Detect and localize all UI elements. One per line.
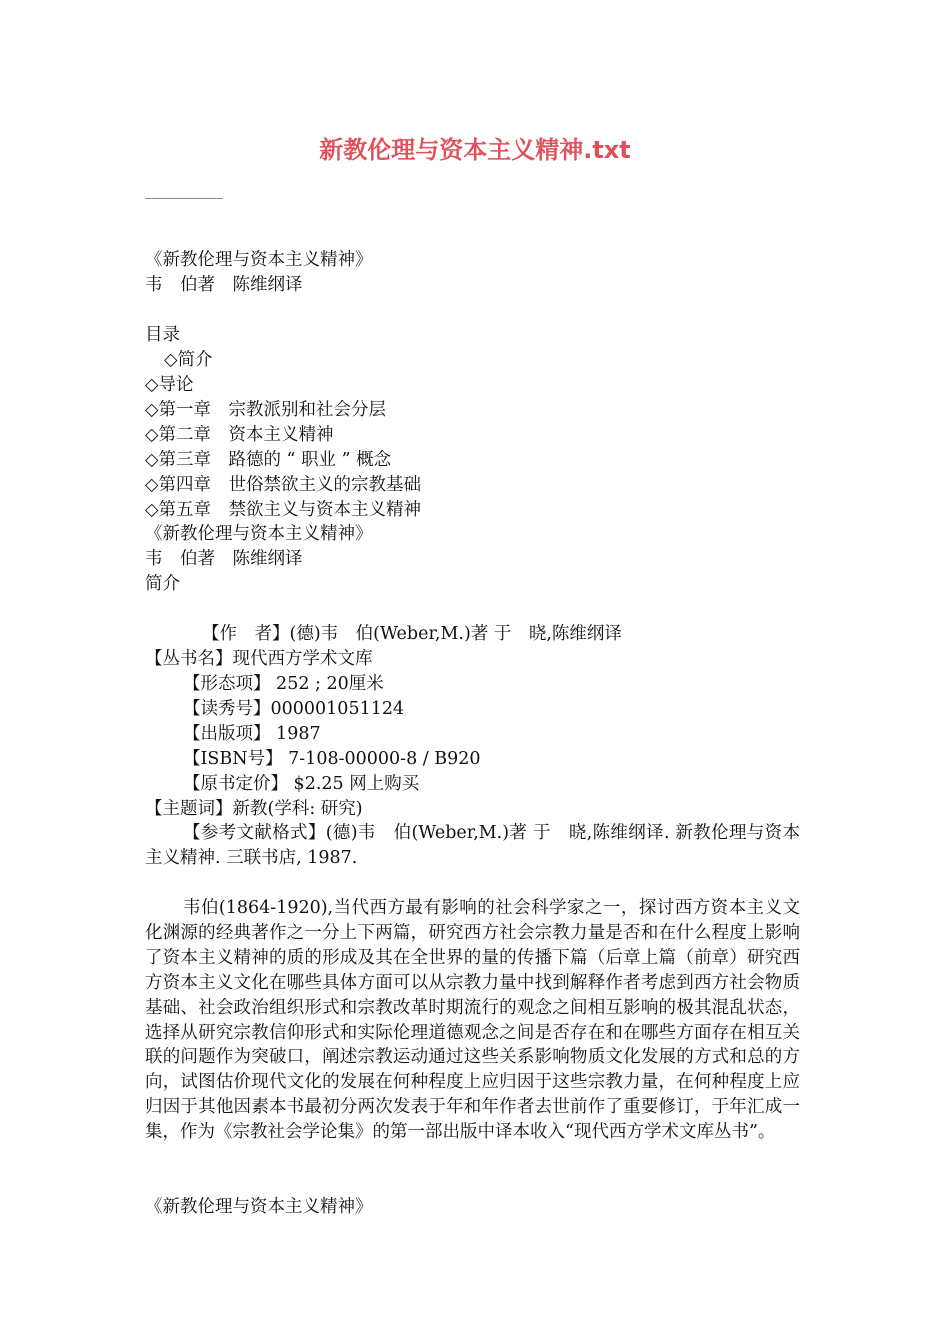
book-title-repeat: 《新教伦理与资本主义精神》 — [145, 524, 373, 544]
meta-subject: 【主题词】新教(学科: 研究) — [145, 799, 363, 819]
toc-item-chapter-3: ◇第三章 路德的 “ 职业 ” 概念 — [145, 450, 392, 470]
toc-item-chapter-1: ◇第一章 宗教派别和社会分层 — [145, 400, 386, 420]
toc-item-chapter-4: ◇第四章 世俗禁欲主义的宗教基础 — [145, 475, 421, 495]
footer-book-title: 《新教伦理与资本主义精神》 — [145, 1197, 373, 1217]
meta-series: 【丛书名】现代西方学术文库 — [145, 649, 373, 669]
title-divider — [145, 198, 223, 199]
meta-form: 【形态项】 252 ; 20厘米 — [183, 674, 384, 694]
document-title: 新教伦理与资本主义精神.txt — [319, 136, 631, 164]
toc-item-chapter-2: ◇第二章 资本主义精神 — [145, 425, 334, 445]
meta-reader-no: 【读秀号】000001051124 — [183, 699, 405, 719]
author-line: 韦 伯著 陈维纲译 — [145, 275, 303, 295]
meta-author: 【作 者】(德)韦 伯(Weber,M.)著 于 晓,陈维纲译 — [202, 624, 622, 644]
meta-citation: 【参考文献格式】(德)韦 伯(Weber,M.)著 于 晓,陈维纲译. 新教伦理与资本主义精神. 三联书店, 1987. — [145, 823, 800, 868]
book-title: 《新教伦理与资本主义精神》 — [145, 250, 373, 270]
toc-item-chapter-5: ◇第五章 禁欲主义与资本主义精神 — [145, 500, 421, 520]
toc-item-intro: ◇简介 — [164, 350, 213, 370]
toc-heading: 目录 — [145, 325, 180, 345]
meta-isbn: 【ISBN号】 7-108-00000-8 / B920 — [183, 749, 481, 769]
meta-publish: 【出版项】 1987 — [183, 724, 321, 744]
summary-paragraph: 韦伯(1864-1920),当代西方最有影响的社会科学家之一，探讨西方资本主义文化渊源的经典著作之一分上下两篇，研究西方社会宗教力量是否和在什么程度上影响了资本主义精神的质的形成及其在全世界的量的传播下篇（后章上篇（前章）研究西方资本主义文化在哪些具体方面可以从宗教力量中找到解释作者考虑到西方社会物质基础、社会政治组织形式和宗教改革时期流行的观念之间相互影响的极其混乱状态，选择从研究宗教信仰形式和实际伦理道德观念之间是否存在和在哪些方面存在相互关联的问题作为突破口，阐述宗教运动通过这些关系影响物质文化发展的方式和总的方向，试图估价现代文化的发展在何种程度上应归因于这些宗教力量，在何种程度上应归因于其他因素本书最初分两次发表于年和年作者去世前作了重要修订，于年汇成一集，作为《宗教社会学论集》的第一部出版中译本收入“现代西方学术文库丛书”。 — [145, 898, 800, 1143]
toc-item-preface: ◇导论 — [145, 375, 194, 395]
intro-heading: 简介 — [145, 574, 180, 594]
meta-price: 【原书定价】 $2.25 网上购买 — [183, 774, 420, 794]
author-line-repeat: 韦 伯著 陈维纲译 — [145, 549, 303, 569]
